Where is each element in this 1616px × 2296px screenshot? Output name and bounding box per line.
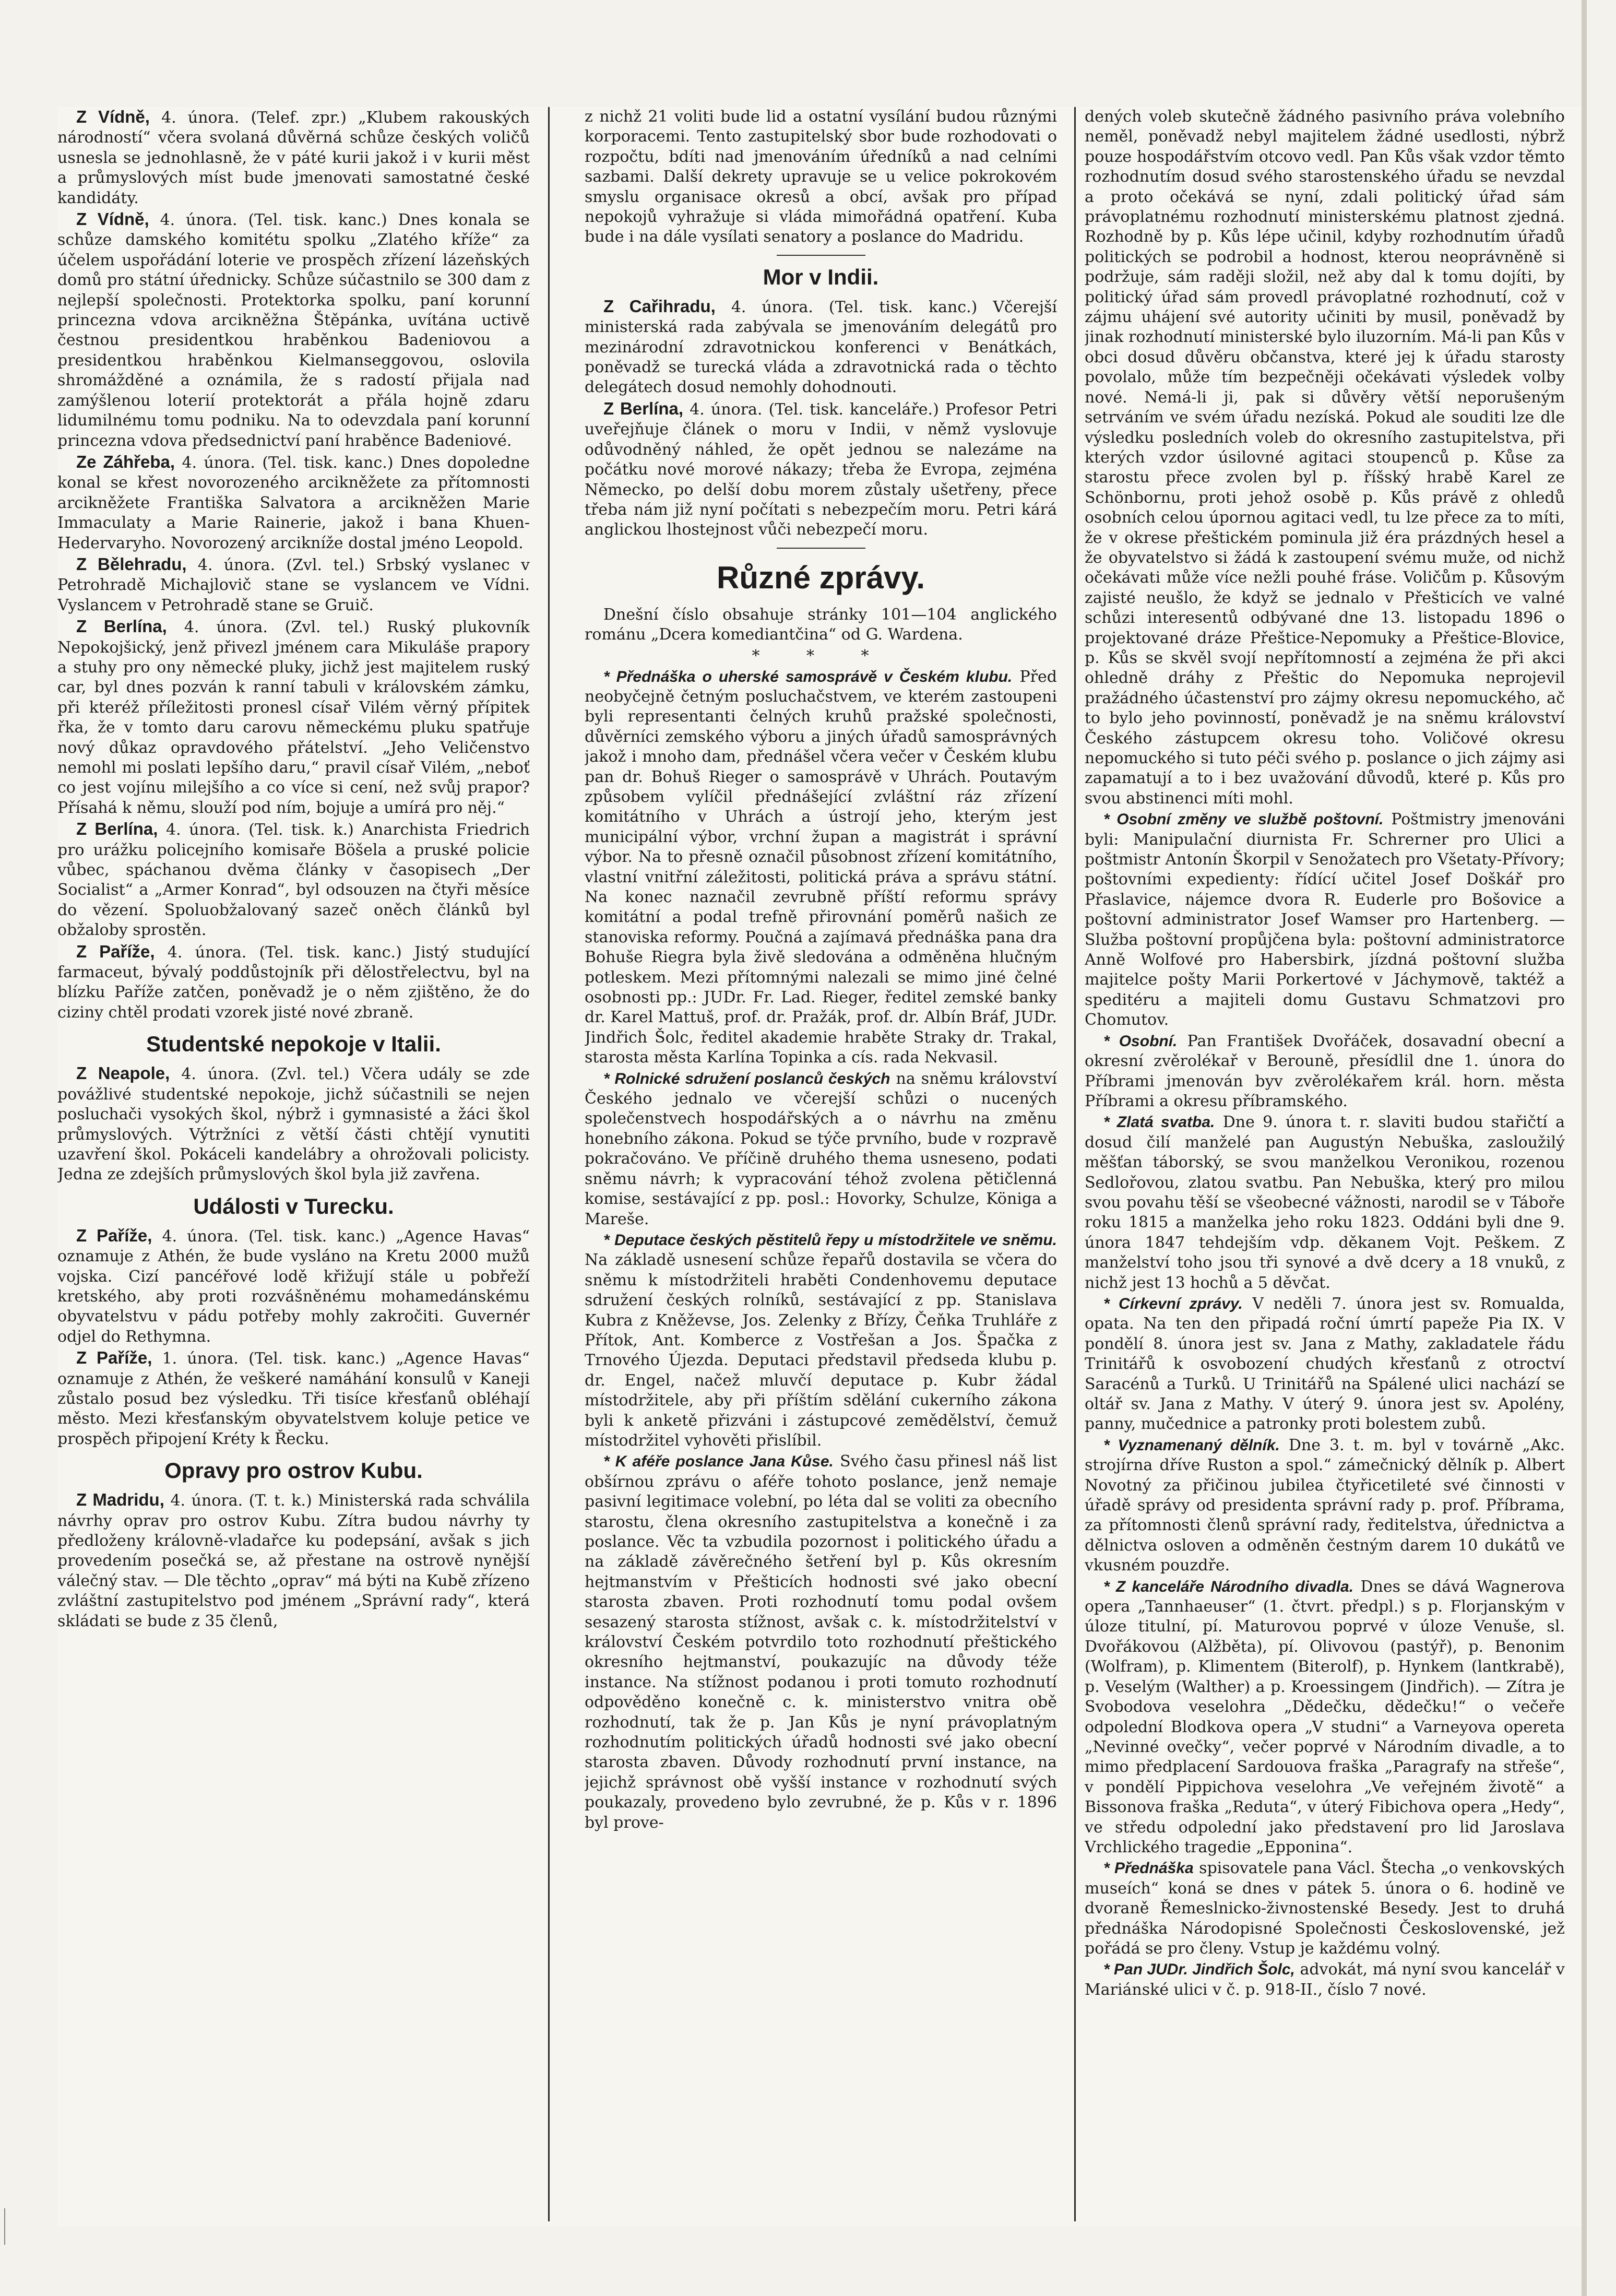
item-title: * Osobní. [1103, 1032, 1178, 1050]
column-2 [585, 107, 1057, 2227]
dateline: Z Madridu, [76, 1490, 164, 1510]
page-edge [1582, 0, 1587, 2296]
news-text: Dnes se dává Wagnerova opera „Tannhaeuser“ (1. čtvrt. předpl.) s p. Florjanským v úloze titulní, pí. Maturovou poprvé v úloze Venuše, sl. Dvořákovou (Alžběta), pí. Olivovou (pastýř), p. Benonim (Wolfram), p. Klimentem (Biterolf), p. Hynkem (lantkrabě), p. Veselým (Walther) a p. Kroessingem (Jindřich). — Zítra je Svobodova veselohra „Dědečku, dědečku!“ o večeře odpolední Blodkova opera „V studni“ a Varneyova opereta „Nevinné ovečky“, večer poprvé v Národním divadle, a to mimo předplacení Sardouova fraška „Paragrafy na střeše“, v pondělí Pippichova veselohra „Ve veřejném životě“ a Bissonova fraška „Reduta“, v úterý Fibichova opera „Hedy“, ve středu odpolední jako představení pro lid Jaroslava Vrchlického tragedie „Epponina“. [1085, 1577, 1565, 1856]
news-item [57, 554, 530, 616]
section-heading: Události v Turecku. [193, 1193, 394, 1218]
dateline: Z Cařihradu, [603, 296, 716, 316]
dateline: Z Berlína, [603, 398, 684, 418]
news-text: 4. února. (Tel. tisk. k.) Anarchista Friedrich pro urážku policejního komisaře Böšela a pruské policie vůbec, spáchanou dvěma články v časopisech „Der Socialist“ a „Armer Konrad“, byl odsouzen na čtyři měsíce do vězení. Spoluobžalovaný sazeč oněch článků byl obžaloby sprostěn. [57, 821, 530, 940]
news-text: 4. února. (Tel. tisk. kanc.) Dnes konala se schůze damského komitétu spolku „Zlatého kříže“ za účelem uspořádání loterie ve prospěch zřízení lázeňských domů pro státní úřednicky. Schůze súčastnilo se 300 dam z nejlepší společnosti. Protektorka spolku, paní korunní princezna vdova arcikněžna Štěpánka, uvítána uctivě čestnou presidentkou hraběnkou Badeniovou a presidentkou hraběnkou Kielmanseggovou, oslovila shromážděné a oznámila, že s radostí přijala nad zamýšlenou loterií protektorát a přála hojně zdaru lidumilnému tomu podniku. Na to odevzdala paní korunní princezna vdova předsednictví paní hraběnce Badeniové. [57, 211, 530, 450]
news-text: na sněmu království Českého jednalo ve včerejší schůzi o nucených společenstvech hospodářských a o návrhu na změnu honebního zákona. Pokud se týče prvního, bude v rozpravě pokračováno. Ve příčině druhého thema usneseno, podati sněmu návrh; k vypracování téhož zvolena pětičlenná komise, sestávající z pp. posl.: Hovorky, Schulze, Königa a Mareše. [585, 1069, 1057, 1228]
news-continuation: dených voleb skutečně žádného pasivního práva volebního neměl, poněvadž nebyl majitelem žádné usedlosti, nýbrž pouze hospodářstvím otcovo vedl. Pan Kůs však vzdor těmto rozhodnutím dosud svého starostenského úřadu se nevzdal a proto očekává se nyní, zdali politický úřad sám právoplatnému rozhodnutí ministerskému platnost zjedná. Rozhodně by p. Kůs lépe učinil, kdyby rozhodnutím úřadů politických se podrobil a hodnost, kterou neoprávněně si podržuje, sám raději složil, než aby dal k tomu dojíti, by politický úřad sám provedl právoplatné rozhodnutí, což v zájmu uhájení své autority učiniti by musil, poněvadž by jinak rozhodnutí ministerské bylo iluzorním. Má-li pan Kůs v obci dosud důvěru občanstva, které jej k úřadu starosty povolalo, může tím bezpečněji očekávati výsledek volby nové. Nemá-li ji, pak si důvěry větší neporušeným setrváním ve svém úřadu nezíská. Pokud ale souditi lze dle výsledku posledních voleb do okresního zastupitelstva, při kterých vzdor úsilovné agitaci stoupenců p. Kůse za starostu přece zvolen byl p. říšský hrabě Karel ze Schönbornu, proti jehož osobě p. Kůs právě z ohledů osobních celou úpornou agitaci vedl, tu lze přece za to míti, že v okrese přeštickém pominula již éra prázdných hesel a že obyvatelstvo si žádá k zastoupení svému muže, od nichž očekávati může více nežli pouhé fráse. Voličům p. Kůsovým zajisté neušlo, že když se jednalo v Přešticích ve valné schůzi interesentů odbývané dne 13. listopadu 1896 o projektované dráze Přeštice-Nepomuky a Přeštice-Blovice, p. Kůs se skvěl svojí nepřítomností a zejména že při akci ohledně dráhy z Přeštic do Nepomuka neprojevil pražádného účastenství pro zájmy okresu nepomuckého, ač to bylo jeho povinností, poněvadž je na sněmu království Českého zástupcem okresu toho. Voličové okresu nepomuckého si tuto péči svého p. poslance o jich zájmy asi zapamatují a to i bez uvažování důvodů, které p. Kůs pro svou abstinenci míti mohl. [1085, 108, 1565, 808]
news-text: 4. února. (Tel. tisk. kanc.) Včerejší ministerská rada zabývala se jmenováním delegátů pro mezinárodní zdravotnickou konferenci v Benátkách, poněvadž se turecká vláda a zdravotnická rada o těchto delegátech dosud nemohly dohodnouti. [585, 298, 1057, 397]
news-item [57, 1490, 530, 1631]
item-title: * Zlatá svatba. [1103, 1114, 1215, 1131]
dateline: Z Berlína, [76, 819, 158, 839]
news-text: V neděli 7. února jest sv. Romualda, opata. Na ten den připadá roční úmrtí papeže Pia IX. V pondělí 8. února jest sv. Jana z Mathy, zakladatele řádu Trinitářů k osvobození chudých křesťanů z otroctví Saracénů a Turků. U Trinitářů na Spálené ulici nachází se oltář sv. Jana z Mathy. V úterý 9. února jest sv. Apolény, panny, mučednice a patronky proti bolestem zubů. [1085, 1294, 1565, 1434]
news-item [1085, 1436, 1565, 1576]
news-text: Před neobyčejně četným posluchačstvem, ve kterém zastoupeni byli representanti čelných kruhů pražské společnosti, důvěrníci zemského výboru a jiných úřadů samosprávných jakož i mnoho dam, přednášel včera večer v Českém klubu pan dr. Bohuš Rieger o samosprávě v Uhrách. Poutavým způsobem vylíčil přednášející zvláštní ráz zřízení komitátního v Uhrách a ústrojí jeho, kterým jest municipální výbor, vrchní župan a magistrát i správní výbor. Na to přesně označil působnost zřízení komitátního, vlastní vnitřní záležitosti, politická práva a správu státní. Na konec naznačil zevrubně příští reformu správy komitátní a podal trefně přirovnání poměrů našich ze stanoviska reformy. Poučná a zajímavá přednáška pana dra Bohuše Riegra byla živě sledována a odměněna hlučným potleskem. Mezi přítomnými nalezali se mimo jiné čelné osobnosti pp.: JUDr. Fr. Lad. Rieger, ředitel zemské banky dr. Karel Mattuš, prof. dr. Pražák, prof. dr. Albín Bráf, JUDr. Jindřich Šolc, ředitel akademie hraběte Straky dr. Trakal, starosta města Karlína Topinka a cís. rada Nekvasil. [585, 667, 1057, 1067]
item-title: * Přednáška [1103, 1860, 1194, 1877]
news-text: 1. února. (Tel. tisk. kanc.) „Agence Havas“ oznamuje z Athén, že veškeré namáhání konsulů v Kaneji zůstalo posud bez výsledku. Tři tisíce křesťanů obléhají město. Mezi křesťanským obyvatelstvem koluje petice ve prospěch připojení Kréty k Řecku. [57, 1350, 530, 1448]
news-continuation: z nichž 21 voliti bude lid a ostatní vysílání budou různými korporacemi. Tento zastupitelský sbor bude rozhodovati o rozpočtu, bdíti nad jmenováním úředníků a nad celními sazbami. Další dekrety upravuje se u velice pokrokovém smyslu organisace okresů a obcí, avšak pro případ nepokojů vyhražuje si vláda mimořádná opatření. Kuba bude i na dále vysílati senatory a poslance do Madridu. [585, 108, 1057, 246]
dateline: Z Paříže, [76, 1348, 152, 1368]
section-heading: Opravy pro ostrov Kubu. [164, 1458, 423, 1483]
item-title: * Vyznamenaný dělník. [1103, 1436, 1280, 1454]
news-item [1085, 1294, 1565, 1435]
news-item [1085, 1577, 1565, 1858]
news-text: 4. února. (Tel. tisk. kanc.) Dnes dopoledne konal se křest novorozeného arcikněžete za přítomnosti arcikněžete Františka Salvatora a arcikněžen Marie Immaculaty a Marie Rainerie, jakož i bana Khuen-Hedervaryho. Novorozený arcikníže dostal jméno Leopold. [57, 453, 530, 552]
news-item [57, 942, 530, 1023]
news-item [585, 1452, 1057, 1833]
item-title: * Z kanceláře Národního divadla. [1103, 1578, 1354, 1595]
news-text: Pan František Dvořáček, dosavadní obecní a okresní zvěrolékař v Berouně, přesídlil dne 1. února do Příbrami jmenován byv zvěrolékařem král. horn. města Příbrami a okresu příbramského. [1085, 1032, 1565, 1110]
news-text: 4. února. (Telef. zpr.) „Klubem rakouských národností“ včera svolaná důvěrná schůze českých voličů usnesla se jednohlasně, že v páté kurii jakož i v kurii měst a průmyslových míst bude jmenovati samostatné české kandidáty. [57, 109, 530, 207]
section-heading: Mor v Indii. [763, 264, 879, 289]
news-text: 4. února. (T. t. k.) Ministerská rada schválila návrhy oprav pro ostrov Kubu. Zítra budou návrhy ty předloženy královně-vladařce ku podepsání, avšak s jich provedením posečká se, až přestane na ostrově nynější válečný stav. — Dle těchto „oprav“ má býti na Kubě zřízeno zvláštní zastupitelstvo pod jménem „Správní rady“, která skládati se bude z 35 členů, [57, 1492, 530, 1630]
news-text: Poštmistry jmenováni byli: Manipulační diurnista Fr. Schrerner pro Ulici a poštmistr Antonín Škorpil v Senožatech pro Všetaty-Přívory; poštovními expedienty: řídící učitel Josef Doškář pro Přaslavice, nájemce dvora R. Euderle pro Bošovice a poštovní administrator Josef Wamser pro Hartenberg. — Služba poštovní propůjčena byla: poštovní administratorce Anně Wolfové pro Habersbirk, jízdná poštovní služba majitelce pošty Marii Porkertové v Jáchymově, taktéž a speditéru a majiteli domu Gustavu Schmatzovi pro Chomutov. [1085, 810, 1565, 1029]
news-text: Svého času přinesl náš list obšírnou zprávu o aféře tohoto poslance, jenž nemaje pasivní legitimace volební, po léta dal se voliti za obecního starostu, člena okresního zastupitelstva a konečně i za poslance. Věc ta vzbudila pozornost i politického úřadu a na základě závěrečného šetření byl p. Kůs okresním hejtmanstvím v Přešticích hodnosti své jako obecní starosta zbaven. Proti rozhodnutí tomu podal ovšem sesazený starosta stížnost, avšak c. k. místodržitelství v království Českém potvrdilo toto rozhodnutí přeštického okresního hejtmanství, poukazujíc na důvody téže instance. Na stížnost podanou i proti tomuto rozhodnutí odpověděno konečně c. k. ministerstvo vnitra obě rozhodnutí, tak že p. Jan Kůs je nyní právoplatným rozhodnutím politických úřadů hodnosti své jako obecní starosta zbaven. Důvody rozhodnutí první instance, na jejichž správnost obě vyšší instance v rozhodnutí svých poukazaly, provedeno bylo zevrubné, že p. Kůs v r. 1896 byl prove- [585, 1452, 1057, 1832]
news-item [1085, 1859, 1565, 1959]
dateline: Z Vídně, [76, 107, 150, 126]
dateline: Z Paříže, [76, 941, 155, 961]
column-1 [57, 107, 530, 2227]
notice: Dnešní číslo obsahuje stránky 101—104 anglického románu „Dcera komediantčina“ od G. Wardena. [585, 605, 1057, 644]
news-item [57, 452, 530, 553]
dateline: Z Berlína, [76, 617, 167, 636]
section-title: Různé zprávy. [717, 560, 925, 595]
news-item [57, 107, 530, 208]
dateline: Z Bělehradu, [76, 554, 187, 574]
section-heading: Studentské nepokoje v Italii. [146, 1032, 441, 1057]
news-text: 4. února. (Zvl. tel.) Včera udály se zde povážlivé studentské nepokoje, jichž súčastnili se nejen posluchači vysokých škol, nýbrž i gymnasisté a žáci škol průmyslových. Výtržníci z větší části chtějí vynutiti uzavření škol. Pokáceli kandelábry a ohrožovali policisty. Jedna ze zdejších průmyslových škol byla již zavřena. [57, 1065, 530, 1184]
news-text: Dne 9. února t. r. slaviti budou stařičtí a dosud čilí manželé pan Augustýn Nebuška, zasloužilý měšťan táborský, se svou manželkou Veronikou, rozenou Sedlořovou, zlatou svatbu. Pan Nebuška, který pro milou svou povahu těší se všeobecné vážnosti, narodil se v Táboře roku 1815 a manželka jeho roku 1823. Oddáni byli dne 9. února 1847 tehdejším vdp. děkanem Vojt. Peškem. Z manželství toho jsou tři synové a dvě dcery a 18 vnuků, z nichž jest 13 hochů a 5 děvčat. [1085, 1113, 1565, 1292]
news-item [57, 1226, 530, 1347]
item-title: * Přednáška o uherské samosprávě v Českém klubu. [603, 668, 1013, 685]
news-text: 4. února. (Tel. tisk. kanc.) Jistý studující farmaceut, bývalý poddůstojník při dělostřelectvu, byl na blízku Paříže zatčen, poněvadž je o něm zjištěno, že do ciziny chtěl prodati vzorek jisté nové zbraně. [57, 943, 530, 1022]
column-rule [548, 107, 550, 2221]
news-text: 4. února. (Tel. tisk. kanceláře.) Profesor Petri uveřejňuje článek o moru v Indii, v němž vyslovuje odůvodněný náhled, že opět jednou se nalezáme na počátku nové morové nákazy; třeba že Evropa, zejména Německo, po delší dobu morem zůstaly ušetřeny, přece třeba nám již nyní počítati s nebezpečím moru. Petri kárá anglickou lhostejnost vůči nebezpečí moru. [585, 400, 1057, 539]
news-item [57, 209, 530, 451]
news-text: Na základě usnesení schůze řepařů dostavila se včera do sněmu k místodržiteli hraběti Condenhovemu deputace sdružení českých rolníků, sestávající z pp. Stanislava Kubra z Kněževse, Jos. Zelenky z Břízy, Čeňka Truhláře z Přítok, Ant. Komberce z Vostřešan a Jos. Špačka z Trnového Újezda. Deputaci představil předseda klubu p. dr. Engel, načež mluvčí deputace p. Kubr žádal místodržitele, aby při příštím sdělání cukerního zákona byli k anketě přizváni i zástupcové zemědělství, čemuž místodržitel vyhověti přislíbil. [585, 1251, 1057, 1450]
separator-stars: * * * [752, 646, 890, 665]
news-item [1085, 1113, 1565, 1293]
news-item [585, 667, 1057, 1068]
dateline: Z Neapole, [76, 1063, 170, 1083]
news-item [1085, 1960, 1565, 2000]
column-3 [1085, 107, 1565, 2227]
news-item [585, 399, 1057, 540]
item-title: * K aféře poslance Jana Kůse. [603, 1453, 834, 1471]
news-text: Dne 3. t. m. byl v továrně „Akc. strojírna dříve Ruston a spol.“ zámečnický dělník p. Albert Novotný za přičinou jubilea čtyřicetileté své činnosti v úřadě správy od presidenta správní rady p. prof. Příbrama, za přítomnosti členů správní rady, ředitelstva, úřednictva a dělnictva osloven a odměněn čestným darem 10 dukátů ve vkusném pouzdře. [1085, 1436, 1565, 1575]
margin-mark [4, 2208, 8, 2245]
column-rule [1074, 107, 1076, 2221]
news-item [57, 1348, 530, 1449]
dateline: Z Paříže, [76, 1225, 152, 1245]
news-item [585, 297, 1057, 398]
item-title: * Rolnické sdružení poslanců českých [603, 1070, 890, 1087]
news-item [585, 1230, 1057, 1451]
news-text: 4. února. (Zvl. tel.) Srbský vyslanec v Petrohradě Michajlovič stane se vyslancem ve Vídni. Vyslancem v Petrohradě stane se Gruič. [57, 555, 530, 614]
news-item [1085, 810, 1565, 1030]
dateline: Z Vídně, [76, 209, 149, 229]
item-title: * Osobní změny ve službě poštovní. [1103, 811, 1384, 829]
newspaper-page [57, 107, 1582, 2227]
divider [777, 255, 865, 256]
news-item [585, 1069, 1057, 1229]
news-item [1085, 1032, 1565, 1112]
news-item [57, 617, 530, 818]
news-text: 4. února. (Tel. tisk. kanc.) „Agence Havas“ oznamuje z Athén, že bude vysláno na Kretu 2000 mužů vojska. Cizí pancéřové lodě křižují stále u pobřeží kretského, aby proti rozvášněnému mohamedánskému obyvatelstvu v pádu potřeby mohly zakročiti. Guvernér odjel do Rethymna. [57, 1227, 530, 1346]
item-title: * Deputace českých pěstitelů řepy u místodržitele ve sněmu. [603, 1231, 1057, 1249]
news-text: advokát, má nyní svou kancelář v Mariánské ulici v č. p. 918-II., číslo 7 nové. [1085, 1960, 1565, 1999]
news-item [57, 1063, 530, 1185]
news-text: 4. února. (Zvl. tel.) Ruský plukovník Nepokojšický, jenž přivezl jménem cara Mikuláše prapory a stuhy pro ony německé pluky, jichž jest majitelem ruský car, byl dnes pozván k ranní tabuli v královském zámku, při kteréž příležitosti pronesl císař Vilém věrný přípitek řka, že v tomto daru carovu německému pluku spatřuje nový důkaz opravdového přátelství. „Jeho Veličenstvo nemohl mi poslati lepšího daru,“ pravil císař Vilém, „neboť co jest vojínu milejšího a co více si cení, než svůj prapor? Přísahá k němu, slouží pod ním, bojuje a umírá pro něj.“ [57, 618, 530, 817]
dateline: Ze Záhřeba, [76, 452, 175, 471]
divider [777, 548, 865, 549]
item-title: * Církevní zprávy. [1103, 1295, 1243, 1312]
news-item [57, 819, 530, 940]
news-text: spisovatele pana Václ. Štecha „o venkovských museích“ koná se dnes v pátek 5. února o 6. hodině ve dvoraně Řemeslnicko-živnostenské Besedy. Jest to druhá přednáška Národopisné Společnosti Československé, jež pořádá se pro členy. Vstup je každému volný. [1085, 1859, 1565, 1958]
item-title: * Pan JUDr. Jindřich Šolc, [1103, 1961, 1295, 1979]
